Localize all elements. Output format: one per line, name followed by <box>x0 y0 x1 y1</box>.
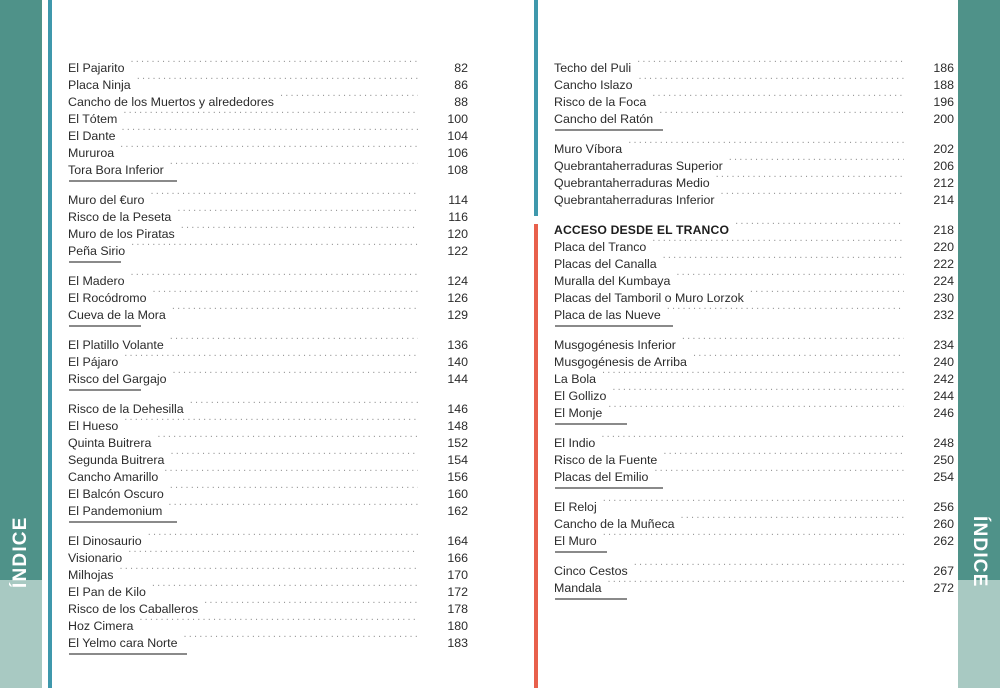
dot-leader <box>190 396 418 413</box>
index-entry-row[interactable] <box>68 55 468 75</box>
index-entry-title: El Pandemonium <box>68 504 163 518</box>
index-entry-title: ACCESO DESDE EL TRANCO <box>554 223 730 237</box>
index-entry-page-number: 108 <box>447 163 468 177</box>
index-entry-page-number: 120 <box>447 227 468 241</box>
index-entry-row[interactable] <box>554 528 954 548</box>
index-entry-title: El Pajarito <box>68 61 125 75</box>
dot-leader <box>128 545 418 562</box>
dot-leader <box>177 204 418 221</box>
index-entry-title: El Dante <box>68 129 116 143</box>
group-separator <box>68 319 468 332</box>
index-entry-page-number: 129 <box>447 308 468 322</box>
index-tab-left-label: ÍNDICE <box>10 516 31 588</box>
index-entry-title: Risco de la Dehesilla <box>68 402 184 416</box>
dot-leader <box>137 72 418 89</box>
index-page <box>42 0 958 688</box>
index-entry-page-number: 214 <box>933 193 954 207</box>
index-entry-page-number: 254 <box>933 470 954 484</box>
index-entry-title: Cancho Amarillo <box>68 470 159 484</box>
dot-leader <box>130 268 418 285</box>
index-entry-page-number: 82 <box>454 61 468 75</box>
index-entry-page-number: 104 <box>447 129 468 143</box>
index-entry-title: Segunda Buitrera <box>68 453 165 467</box>
group-separator <box>554 123 954 136</box>
index-entry-title: Tora Bora Inferior <box>68 163 164 177</box>
index-entry-page-number: 88 <box>454 95 468 109</box>
dot-leader <box>168 498 418 515</box>
index-entry-page-number: 222 <box>933 257 954 271</box>
dot-leader <box>124 413 418 430</box>
index-entry-title: Peña Sirio <box>68 244 126 258</box>
dot-leader <box>130 55 418 72</box>
dot-leader <box>735 217 904 234</box>
dot-leader <box>639 72 904 89</box>
dot-leader <box>729 153 904 170</box>
index-entry-title: El Gollizo <box>554 389 607 403</box>
index-entry-page-number: 262 <box>933 534 954 548</box>
index-entry-title: Muro Víbora <box>554 142 623 156</box>
dot-leader <box>628 136 904 153</box>
dot-leader <box>153 285 418 302</box>
dot-leader <box>119 562 418 579</box>
index-entry-row[interactable] <box>68 349 468 369</box>
group-separator <box>68 647 468 660</box>
group-separator <box>554 417 954 430</box>
group-separator <box>554 592 954 605</box>
index-entry-title: Placa de las Nueve <box>554 308 661 322</box>
index-entry-title: Hoz Cimera <box>68 619 134 633</box>
index-entry-row[interactable] <box>554 447 954 467</box>
group-separator <box>554 481 954 494</box>
dot-leader <box>602 366 904 383</box>
index-entry-page-number: 146 <box>447 402 468 416</box>
dot-leader <box>634 558 904 575</box>
index-entry-page-number: 156 <box>447 470 468 484</box>
index-group <box>68 396 468 528</box>
dot-leader <box>170 481 418 498</box>
index-entry-row[interactable] <box>68 268 468 288</box>
index-entry-page-number: 183 <box>447 636 468 650</box>
index-entry-page-number: 232 <box>933 308 954 322</box>
index-entry-row[interactable] <box>68 396 468 416</box>
index-entry-page-number: 202 <box>933 142 954 156</box>
index-entry-page-number: 246 <box>933 406 954 420</box>
index-entry-row[interactable] <box>68 545 468 565</box>
dot-leader <box>204 596 418 613</box>
dot-leader <box>750 285 904 302</box>
index-entry-page-number: 196 <box>933 95 954 109</box>
group-separator <box>554 545 954 558</box>
index-entry-title: Muro de los Piratas <box>68 227 175 241</box>
group-separator <box>68 383 468 396</box>
index-entry-page-number: 86 <box>454 78 468 92</box>
index-entry-title: El Reloj <box>554 500 597 514</box>
index-entry-row[interactable] <box>68 187 468 207</box>
index-entry-title: El Pan de Kilo <box>68 585 146 599</box>
index-entry-row[interactable] <box>68 430 468 450</box>
index-entry-page-number: 136 <box>447 338 468 352</box>
index-entry-row[interactable] <box>554 558 954 578</box>
index-group <box>554 217 954 332</box>
column-rule-right <box>534 0 538 688</box>
index-entry-page-number: 170 <box>447 568 468 582</box>
index-group <box>68 187 468 268</box>
dot-leader <box>150 187 418 204</box>
index-entry-row[interactable] <box>68 140 468 160</box>
index-entry-title: Visionario <box>68 551 123 565</box>
index-entry-title: El Indio <box>554 436 596 450</box>
index-entry-title: Cancho Islazo <box>554 78 633 92</box>
index-entry-page-number: 206 <box>933 159 954 173</box>
index-entry-title: Milhojas <box>68 568 114 582</box>
dot-leader <box>720 187 904 204</box>
index-entry-title: Quinta Buitrera <box>68 436 152 450</box>
dot-leader <box>139 613 418 630</box>
index-entries-left <box>68 55 468 660</box>
index-entry-row[interactable] <box>554 55 954 75</box>
index-group <box>554 430 954 494</box>
dot-leader <box>637 55 904 72</box>
dot-leader <box>608 575 904 592</box>
index-entry-row[interactable] <box>68 366 468 386</box>
index-entry-title: Mandala <box>554 581 602 595</box>
index-entry-page-number: 220 <box>933 240 954 254</box>
index-group <box>68 332 468 396</box>
index-entry-page-number: 218 <box>933 223 954 237</box>
group-separator <box>68 515 468 528</box>
dot-leader <box>181 221 418 238</box>
index-entry-title: Placas del Tamboril o Muro Lorzok <box>554 291 744 305</box>
dot-leader <box>152 579 418 596</box>
index-entry-page-number: 160 <box>447 487 468 501</box>
index-entry-page-number: 178 <box>447 602 468 616</box>
index-entry-row[interactable] <box>68 157 468 177</box>
index-entry-title: Muralla del Kumbaya <box>554 274 671 288</box>
index-group <box>68 528 468 660</box>
column-rule-segment <box>534 0 538 216</box>
dot-leader <box>659 106 904 123</box>
index-entry-page-number: 144 <box>447 372 468 386</box>
index-entry-page-number: 154 <box>447 453 468 467</box>
dot-leader <box>280 89 418 106</box>
index-group <box>554 136 954 217</box>
index-entry-page-number: 126 <box>447 291 468 305</box>
dot-leader <box>172 366 418 383</box>
dot-leader <box>693 349 904 366</box>
index-entry-title: Musgogénesis de Arriba <box>554 355 687 369</box>
index-entry-page-number: 116 <box>448 210 468 224</box>
index-entry-page-number: 152 <box>447 436 468 450</box>
index-entry-page-number: 234 <box>933 338 954 352</box>
index-entry-title: Cancho de la Muñeca <box>554 517 675 531</box>
index-entry-page-number: 164 <box>447 534 468 548</box>
index-entries-right <box>554 55 954 605</box>
index-entry-title: Placa del Tranco <box>554 240 647 254</box>
dot-leader <box>172 302 418 319</box>
index-entry-title: El Tótem <box>68 112 118 126</box>
index-entry-page-number: 186 <box>933 61 954 75</box>
index-entry-row[interactable] <box>554 430 954 450</box>
index-tab-left[interactable] <box>0 0 42 688</box>
index-entry-title: Risco del Gargajo <box>68 372 167 386</box>
dot-leader <box>663 447 904 464</box>
index-entry-row[interactable] <box>554 136 954 156</box>
index-entry-row[interactable] <box>554 494 954 514</box>
index-entry-page-number: 267 <box>933 564 954 578</box>
index-entry-title: El Yelmo cara Norte <box>68 636 178 650</box>
dot-leader <box>157 430 418 447</box>
index-entry-row[interactable] <box>554 383 954 403</box>
index-entry-title: Cueva de la Mora <box>68 308 166 322</box>
dot-leader <box>170 332 418 349</box>
group-separator <box>554 204 954 217</box>
dot-leader <box>663 251 904 268</box>
column-rule-left <box>48 0 52 688</box>
index-entry-page-number: 256 <box>933 500 954 514</box>
index-entry-page-number: 242 <box>933 372 954 386</box>
index-entry-page-number: 188 <box>933 78 954 92</box>
dot-leader <box>681 511 904 528</box>
dot-leader <box>603 494 904 511</box>
index-group <box>68 55 468 187</box>
index-entry-title: Risco de la Fuente <box>554 453 658 467</box>
index-entry-title: Quebrantaherraduras Inferior <box>554 193 715 207</box>
group-separator <box>554 319 954 332</box>
index-entry-page-number: 272 <box>933 581 954 595</box>
index-entry-title: El Hueso <box>68 419 119 433</box>
index-section-row[interactable] <box>554 217 954 237</box>
dot-leader <box>184 630 418 647</box>
index-tab-right[interactable] <box>958 0 1000 688</box>
index-entry-title: El Balcón Oscuro <box>68 487 164 501</box>
index-column-left <box>48 0 468 688</box>
index-entry-row[interactable] <box>554 575 954 595</box>
index-entry-row[interactable] <box>68 332 468 352</box>
index-entry-page-number: 212 <box>933 176 954 190</box>
index-entry-title: Placas del Emilio <box>554 470 649 484</box>
index-entry-page-number: 122 <box>447 244 468 258</box>
index-entry-page-number: 248 <box>933 436 954 450</box>
index-entry-page-number: 230 <box>933 291 954 305</box>
index-entry-page-number: 166 <box>447 551 468 565</box>
index-entry-page-number: 172 <box>447 585 468 599</box>
index-entry-row[interactable] <box>68 413 468 433</box>
index-entry-title: El Muro <box>554 534 597 548</box>
index-entry-title: El Rocódromo <box>68 291 147 305</box>
index-entry-page-number: 260 <box>933 517 954 531</box>
index-entry-page-number: 200 <box>933 112 954 126</box>
index-entry-title: El Pájaro <box>68 355 119 369</box>
index-entry-title: Mururoa <box>68 146 115 160</box>
column-rule-segment <box>534 224 538 688</box>
index-entry-title: Musgogénesis Inferior <box>554 338 676 352</box>
dot-leader <box>603 528 904 545</box>
dot-leader <box>170 447 418 464</box>
dot-leader <box>652 89 904 106</box>
index-entry-page-number: 124 <box>447 274 468 288</box>
index-entry-title: Quebrantaherraduras Medio <box>554 176 710 190</box>
index-entry-page-number: 162 <box>447 504 468 518</box>
index-group <box>68 268 468 332</box>
index-entry-row[interactable] <box>68 528 468 548</box>
index-entry-title: Quebrantaherraduras Superior <box>554 159 723 173</box>
index-entry-title: El Monje <box>554 406 603 420</box>
dot-leader <box>667 302 904 319</box>
index-entry-title: Techo del Puli <box>554 61 632 75</box>
index-entry-title: Cancho del Ratón <box>554 112 654 126</box>
group-separator <box>68 174 468 187</box>
index-group <box>554 558 954 605</box>
index-entry-page-number: 240 <box>933 355 954 369</box>
index-entry-page-number: 140 <box>447 355 468 369</box>
index-entry-row[interactable] <box>68 562 468 582</box>
index-entry-title: Risco de los Caballeros <box>68 602 199 616</box>
index-entry-title: El Madero <box>68 274 125 288</box>
dot-leader <box>164 464 418 481</box>
index-entry-title: El Dinosaurio <box>68 534 142 548</box>
dot-leader <box>148 528 418 545</box>
index-entry-title: Placa Ninja <box>68 78 131 92</box>
index-entry-title: Placas del Canalla <box>554 257 657 271</box>
index-column-right <box>534 0 954 688</box>
dot-leader <box>170 157 418 174</box>
dot-leader <box>716 170 904 187</box>
index-entry-title: Risco de la Peseta <box>68 210 172 224</box>
dot-leader <box>124 349 418 366</box>
dot-leader <box>652 234 904 251</box>
index-entry-page-number: 244 <box>933 389 954 403</box>
index-entry-title: Muro del €uro <box>68 193 145 207</box>
dot-leader <box>120 140 418 157</box>
column-rule-segment <box>48 0 52 688</box>
dot-leader <box>612 383 904 400</box>
index-entry-page-number: 100 <box>447 112 468 126</box>
index-entry-row[interactable] <box>554 511 954 531</box>
index-entry-row[interactable] <box>68 106 468 126</box>
index-entry-row[interactable] <box>68 579 468 599</box>
index-entry-page-number: 224 <box>933 274 954 288</box>
index-entry-row[interactable] <box>68 123 468 143</box>
index-entry-title: El Platillo Volante <box>68 338 164 352</box>
index-entry-page-number: 106 <box>447 146 468 160</box>
index-entry-page-number: 148 <box>447 419 468 433</box>
dot-leader <box>122 123 418 140</box>
index-group <box>554 494 954 558</box>
index-entry-row[interactable] <box>554 332 954 352</box>
index-entry-page-number: 250 <box>933 453 954 467</box>
dot-leader <box>682 332 904 349</box>
index-entry-row[interactable] <box>554 366 954 386</box>
index-entry-page-number: 114 <box>448 193 468 207</box>
index-group <box>554 55 954 136</box>
index-tab-right-label: ÍNDICE <box>969 516 990 588</box>
index-group <box>554 332 954 430</box>
dot-leader <box>676 268 904 285</box>
dot-leader <box>608 400 904 417</box>
index-entry-row[interactable] <box>554 400 954 420</box>
index-entry-page-number: 180 <box>447 619 468 633</box>
dot-leader <box>601 430 904 447</box>
group-separator <box>68 255 468 268</box>
dot-leader <box>131 238 418 255</box>
dot-leader <box>123 106 418 123</box>
dot-leader <box>654 464 904 481</box>
index-entry-title: La Bola <box>554 372 597 386</box>
index-entry-title: Cinco Cestos <box>554 564 628 578</box>
index-entry-title: Risco de la Foca <box>554 95 647 109</box>
index-entry-title: Cancho de los Muertos y alrededores <box>68 95 274 109</box>
